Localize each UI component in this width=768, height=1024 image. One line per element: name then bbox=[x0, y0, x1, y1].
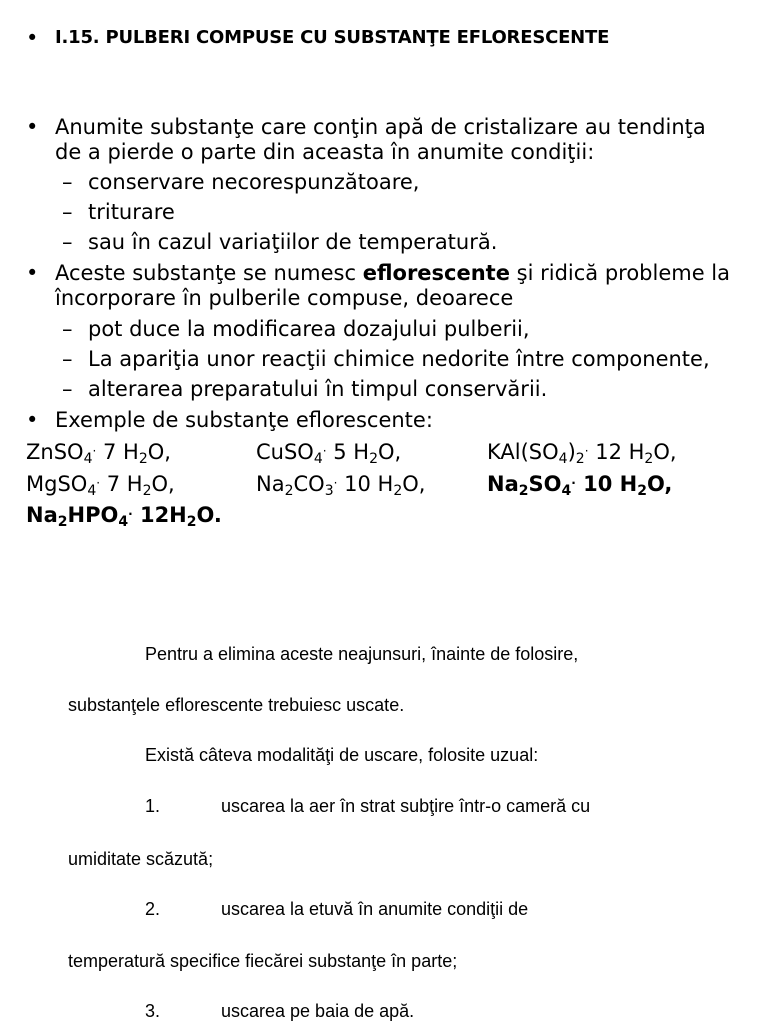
bullet-2-text-post: şi ridică probleme la bbox=[509, 261, 731, 285]
bullet-1-mark: • bbox=[26, 115, 39, 139]
sub-item-1-2: triturare bbox=[88, 200, 175, 224]
formula-znso4: ZnSO$_4$· 7 $H_2O$, bbox=[26, 440, 171, 467]
formula-na2so4: $Na_2SO_4\cdot 10$ $H_2O$, bbox=[487, 472, 673, 499]
list-text: uscarea la etuvă în anumite condiţii de bbox=[221, 899, 529, 919]
doc-paragraph-1: Pentru a elimina aceste neajunsuri, înainte de folosire, bbox=[145, 644, 579, 664]
bullet-3-mark: • bbox=[26, 408, 39, 432]
doc-list-item-3 bbox=[145, 1000, 414, 1022]
doc-list-item-1-cont: umiditate scăzută; bbox=[68, 849, 214, 869]
formula-na2co3: $Na_2CO_3\cdot 10$ $H_2O$, bbox=[256, 472, 426, 499]
sub-dash: – bbox=[62, 200, 73, 224]
sub-item-1-1: conservare necorespunzătoare, bbox=[88, 170, 420, 194]
bullet-2-line-1 bbox=[55, 260, 730, 286]
doc-list-item-1 bbox=[145, 795, 590, 817]
sub-item-1-3: sau în cazul variaţiilor de temperatură. bbox=[88, 230, 498, 254]
list-text: uscarea la aer în strat subţire într-o cameră cu bbox=[221, 796, 591, 816]
sub-item-2-1: pot duce la modificarea dozajului pulberii, bbox=[88, 317, 530, 341]
sub-item-2-2: La apariţia unor reacţii chimice nedorite între componente, bbox=[88, 347, 710, 371]
formula-kal-so4: $KAl(SO_4)_2\cdot 12$ $H_2O$, bbox=[487, 440, 677, 467]
doc-paragraph-3: Există câteva modalităţi de uscare, folosite uzual: bbox=[145, 745, 539, 765]
formula-cuso4: CuSO$_4$· 5 $H_2O$, bbox=[256, 440, 402, 467]
sub-dash: – bbox=[62, 377, 73, 401]
bullet-2-mark: • bbox=[26, 261, 39, 285]
slide-title: I.15. PULBERI COMPUSE CU SUBSTANŢE EFLORESCENTE bbox=[55, 27, 610, 48]
sub-dash: – bbox=[62, 170, 73, 194]
bullet-2-bold-term: eflorescente bbox=[362, 261, 510, 285]
doc-paragraph-2: substanţele eflorescente trebuiesc uscate. bbox=[68, 695, 405, 715]
title-bullet: • bbox=[26, 26, 39, 50]
formula-mgso4: MgSO$_4$· 7 $H_2O$, bbox=[26, 472, 175, 499]
bullet-1-line-2: de a pierde o parte din aceasta în anumite condiţii: bbox=[55, 140, 595, 164]
doc-list-item-2-cont: temperatură specifice fiecărei substanţe în parte; bbox=[68, 951, 458, 971]
list-number: 3. bbox=[145, 1001, 161, 1021]
formula-na2hpo4: $Na_2HPO_4\cdot 12H_2O$. bbox=[26, 503, 222, 530]
bullet-2-text-pre: Aceste substanţe se numesc bbox=[55, 261, 363, 285]
list-number: 1. bbox=[145, 796, 161, 816]
sub-dash: – bbox=[62, 317, 73, 341]
doc-list-item-2 bbox=[145, 898, 528, 920]
sub-dash: – bbox=[62, 347, 73, 371]
list-text: uscarea pe baia de apă. bbox=[221, 1001, 415, 1021]
bullet-1-line-1: Anumite substanţe care conţin apă de cristalizare au tendinţa bbox=[55, 115, 706, 139]
sub-dash: – bbox=[62, 230, 73, 254]
bullet-3-text: Exemple de substanţe eflorescente: bbox=[55, 408, 433, 432]
bullet-2-line-2: încorporare în pulberile compuse, deoarece bbox=[55, 286, 514, 310]
list-number: 2. bbox=[145, 899, 161, 919]
sub-item-2-3: alterarea preparatului în timpul conservării. bbox=[88, 377, 548, 401]
